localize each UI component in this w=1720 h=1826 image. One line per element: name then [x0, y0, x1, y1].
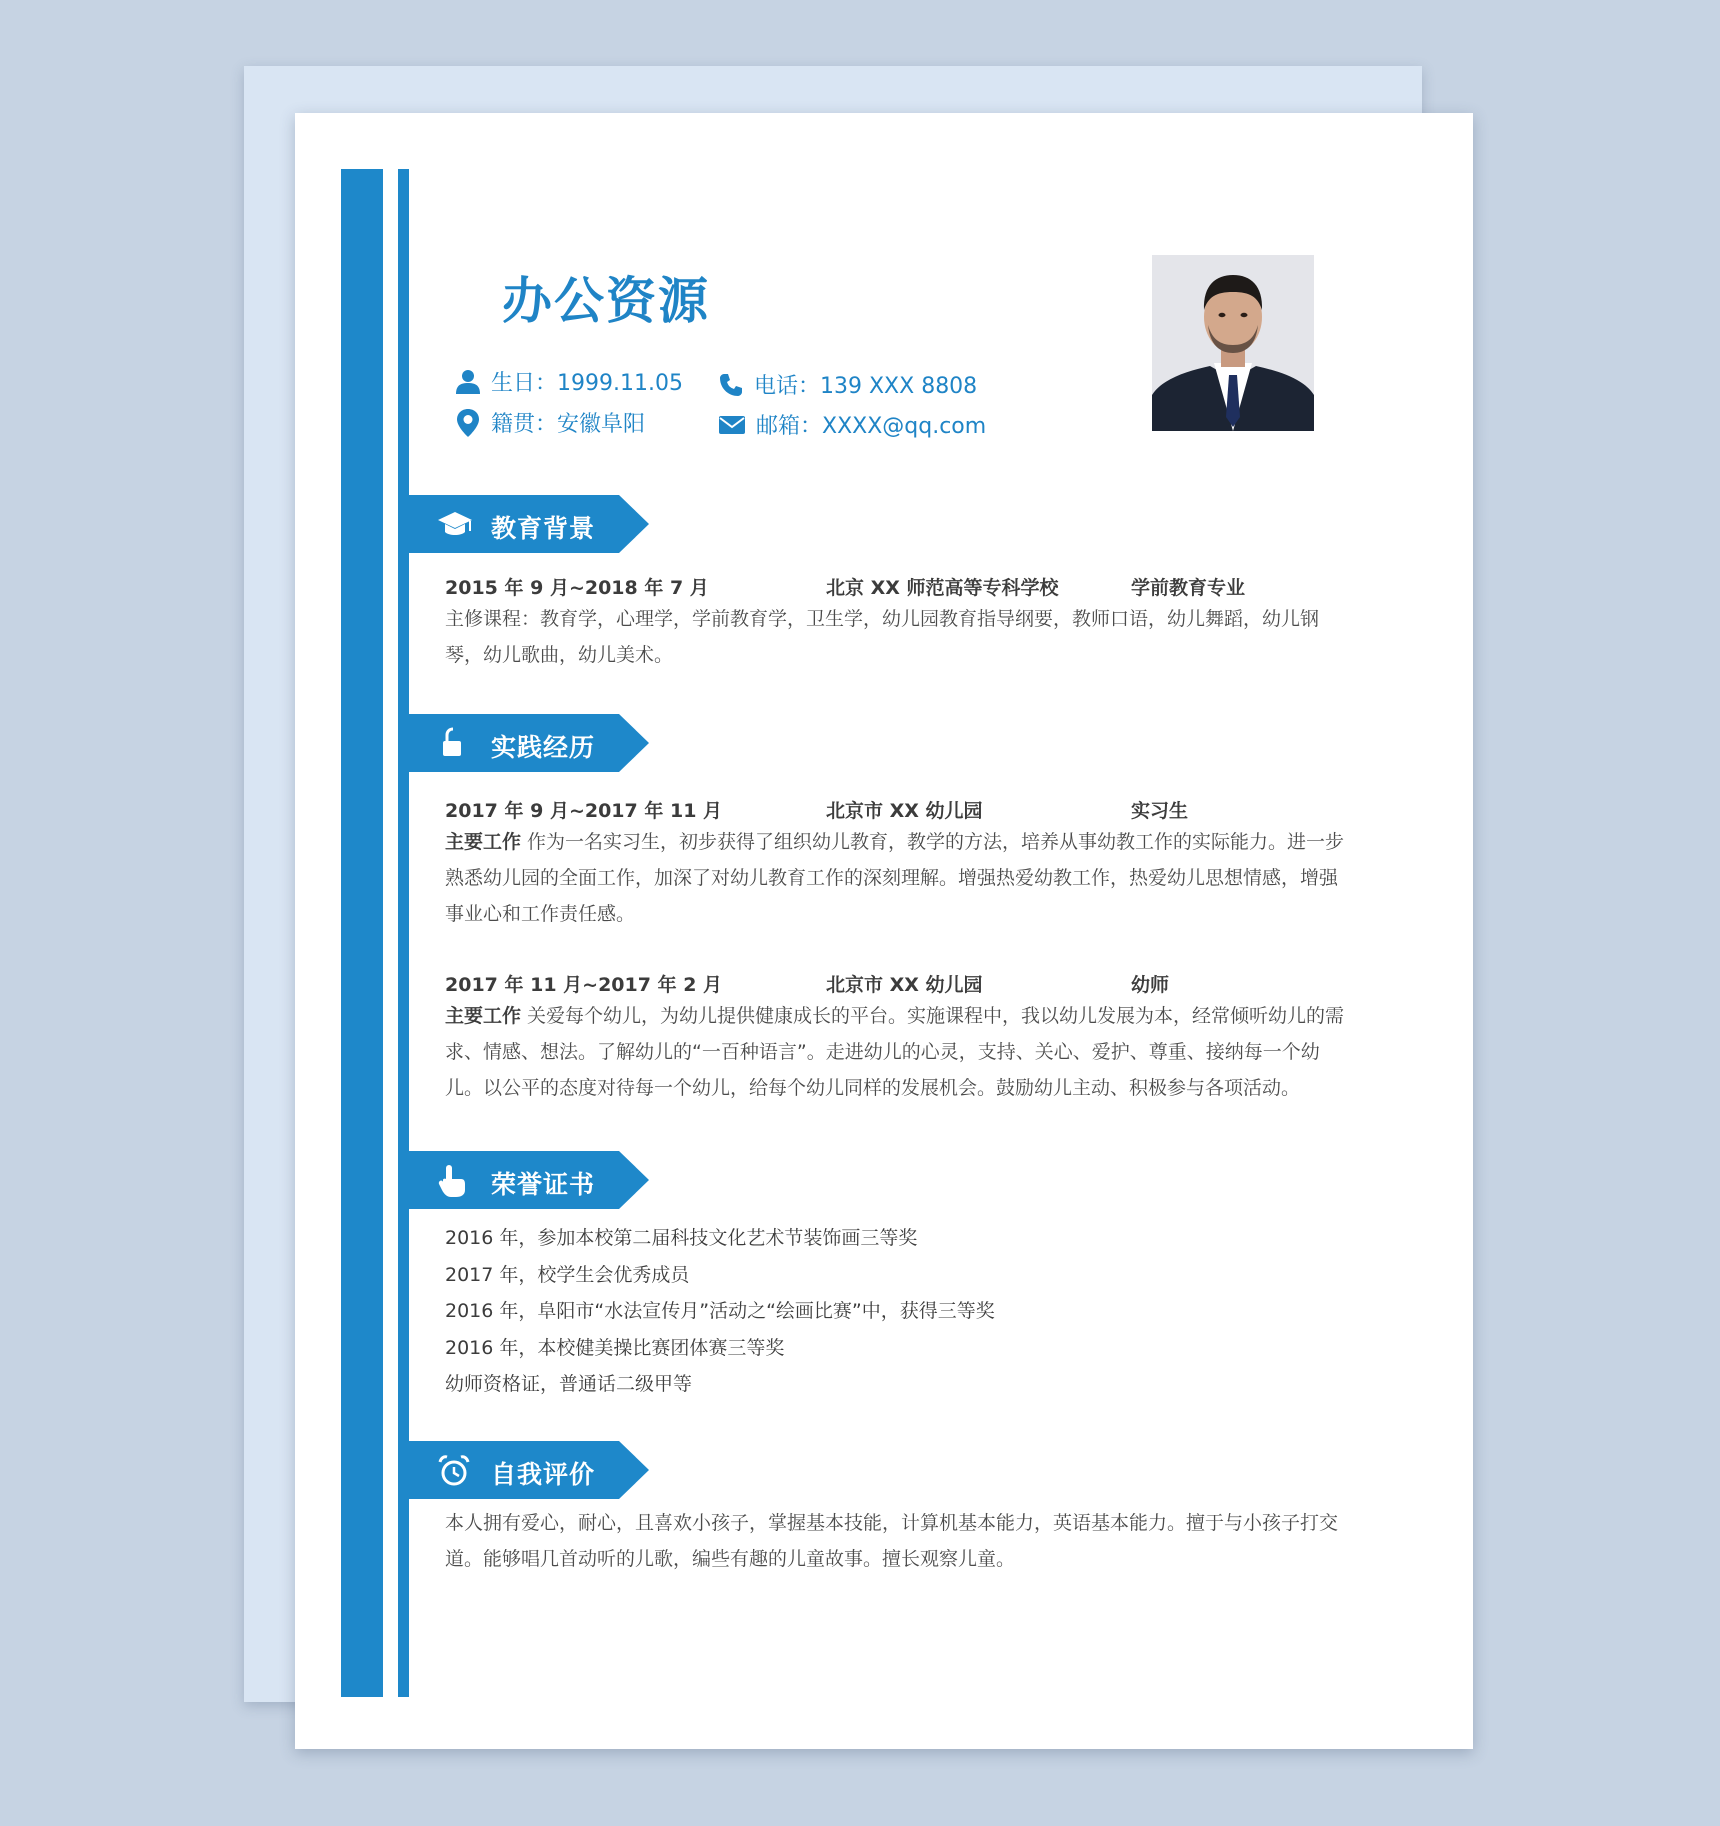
section-honors-header — [409, 1151, 649, 1209]
location-pin-icon — [455, 408, 481, 438]
origin-text: 籍贯：安徽阜阳 — [491, 412, 646, 437]
education-courses: 主修课程：教育学，心理学，学前教育学，卫生学，幼儿园教育指导纲要，教师口语，幼儿舞蹈，幼儿钢琴，幼儿歌曲，幼儿美术。 — [445, 608, 1320, 666]
email-info — [718, 409, 986, 440]
practice-job-2-label: 主要工作 — [445, 1005, 522, 1027]
hand-pointer-icon — [437, 1164, 467, 1198]
practice-job-1-desc — [445, 824, 1355, 932]
person-icon — [455, 369, 481, 395]
section-self-title: 自我评价 — [491, 1460, 596, 1489]
section-education-header — [409, 495, 649, 553]
self-evaluation-text: 本人拥有爱心，耐心，且喜欢小孩子，掌握基本技能，计算机基本能力，英语基本能力。擅于与小孩子打交道。能够唱几首动听的儿歌，编些有趣的儿童故事。擅长观察儿童。 — [445, 1512, 1339, 1570]
practice-job-1-date: 2017 年 9 月~2017 年 11 月 — [445, 800, 723, 822]
practice-job-2-org: 北京市 XX 幼儿园 — [826, 974, 983, 996]
education-school: 北京 XX 师范高等专科学校 — [826, 577, 1059, 599]
accent-bar-thin — [398, 169, 409, 1697]
honor-item: 2016 年，本校健美操比赛团体赛三等奖 — [445, 1336, 785, 1359]
practice-job-2-role: 幼师 — [1131, 974, 1170, 996]
practice-job-1-text: 作为一名实习生，初步获得了组织幼儿教育，教学的方法，培养从事幼教工作的实际能力。进一步熟悉幼儿园的全面工作，加深了对幼儿教育工作的深刻理解。增强热爱幼教工作，热爱幼儿思想情感，增强事业心和工作责任感。 — [445, 831, 1345, 925]
profile-photo — [1152, 255, 1314, 431]
section-practice-header — [409, 714, 649, 772]
education-row — [445, 573, 1345, 601]
practice-job-1-label: 主要工作 — [445, 831, 522, 853]
accent-bar-thick — [341, 169, 383, 1697]
practice-job-2-desc — [445, 998, 1355, 1106]
birth-info — [455, 366, 683, 397]
honor-item: 幼师资格证，普通话二级甲等 — [445, 1373, 693, 1395]
practice-job-2-date: 2017 年 11 月~2017 年 2 月 — [445, 974, 723, 996]
phone-icon — [718, 372, 744, 398]
section-practice-title: 实践经历 — [491, 733, 596, 762]
honor-item: 2016 年，阜阳市“水法宣传月”活动之“绘画比赛”中，获得三等奖 — [445, 1300, 995, 1322]
education-major: 学前教育专业 — [1131, 577, 1246, 599]
practice-job-1-role: 实习生 — [1131, 800, 1189, 822]
practice-job-2-text: 关爱每个幼儿，为幼儿提供健康成长的平台。实施课程中，我以幼儿发展为本，经常倾听幼儿的需求、情感、想法。了解幼儿的“一百种语言”。走进幼儿的心灵，支持、关心、爱护、尊重、接纳每一个幼儿。以公平的态度对待每一个幼儿，给每个幼儿同样的发展机会。鼓励幼儿主动、积极参与各项活动。 — [445, 1005, 1345, 1099]
birth-text: 生日：1999.11.05 — [491, 371, 683, 396]
education-date: 2015 年 9 月~2018 年 7 月 — [445, 577, 709, 599]
practice-job-1-org: 北京市 XX 幼儿园 — [826, 800, 983, 822]
section-education-title: 教育背景 — [491, 514, 596, 543]
envelope-icon — [718, 414, 746, 436]
phone-info — [718, 369, 977, 400]
alarm-clock-icon — [437, 1454, 471, 1488]
honor-item: 2016 年，参加本校第二届科技文化艺术节装饰画三等奖 — [445, 1227, 918, 1249]
section-honors-title: 荣誉证书 — [491, 1170, 596, 1199]
practice-job-1-row — [445, 796, 1345, 824]
honors-list — [445, 1220, 995, 1403]
resume-page — [295, 113, 1473, 1749]
phone-text: 电话：139 XXX 8808 — [754, 374, 978, 399]
origin-info — [455, 407, 645, 438]
graduation-cap-icon — [437, 508, 473, 540]
unlock-icon — [437, 727, 469, 759]
practice-job-2-row — [445, 970, 1345, 998]
resume-name: 办公资源 — [502, 272, 710, 330]
section-self-header — [409, 1441, 649, 1499]
honor-item: 2017 年，校学生会优秀成员 — [445, 1263, 690, 1286]
email-text: 邮箱：XXXX@qq.com — [756, 414, 987, 439]
